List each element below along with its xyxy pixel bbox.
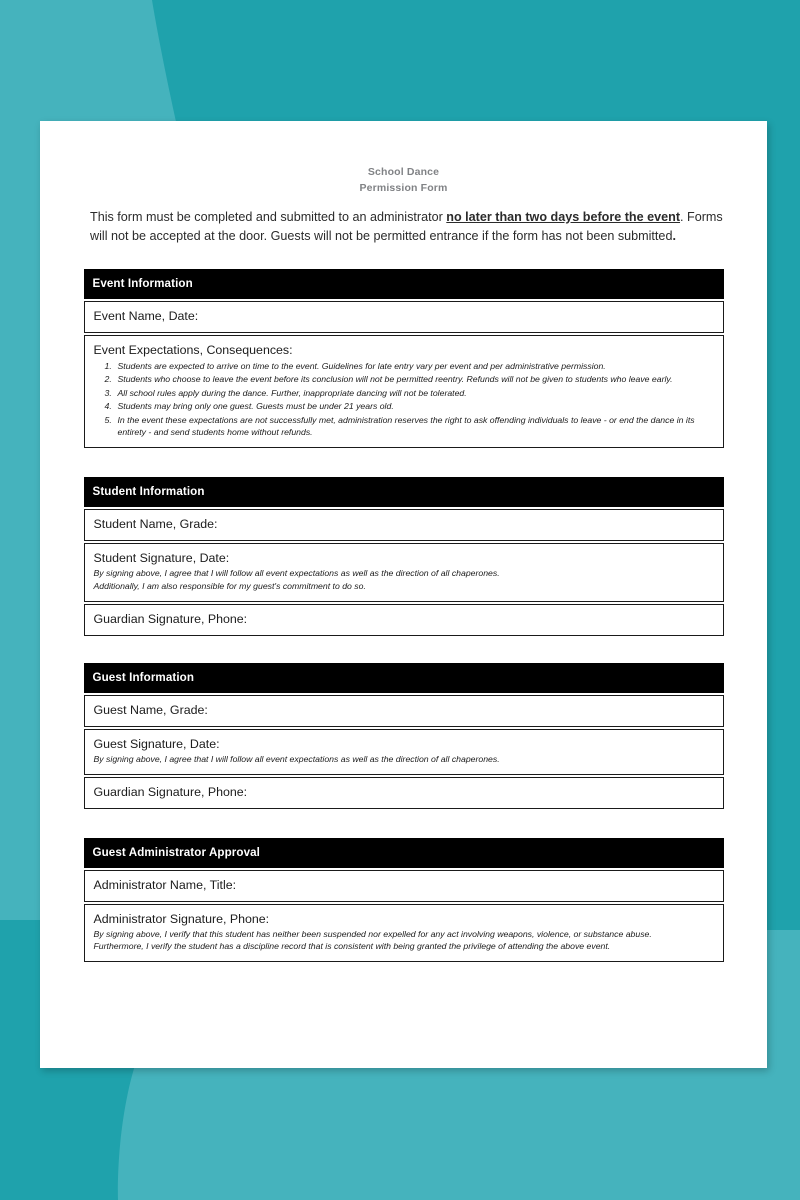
form-row-label: Student Signature, Date: xyxy=(93,551,230,566)
list-item-number: 5. xyxy=(104,414,112,425)
title-line-1: School Dance xyxy=(367,166,440,178)
list-item-text: Students are expected to arrive on time to the event. Guidelines for late entry vary per event and per administrative permission. xyxy=(117,361,606,371)
form-row-guest-signature-date[interactable] xyxy=(84,729,724,775)
form-row-label: Guardian Signature, Phone: xyxy=(93,611,248,626)
section-header-guest-information: Guest Information xyxy=(84,663,724,693)
intro-emphasis: no later than two days before the event xyxy=(446,210,681,224)
form-row-label: Event Name, Date: xyxy=(93,309,199,323)
form-row-note: By signing above, I agree that I will follow all event expectations as well as the direction of all chaperones. xyxy=(93,753,500,764)
form-row-label: Administrator Signature, Phone: xyxy=(93,912,270,927)
form-row-student-guardian-signature-phone[interactable] xyxy=(84,604,724,636)
form-row-label: Guest Signature, Date: xyxy=(93,736,220,751)
expectations-list-item xyxy=(94,414,715,439)
expectations-list-item xyxy=(94,387,715,399)
section-header-student-information: Student Information xyxy=(84,477,724,507)
intro-paragraph xyxy=(90,208,723,245)
document-page xyxy=(40,121,767,1068)
form-row-label: Student Name, Grade: xyxy=(93,517,218,532)
form-row-label: Administrator Name, Title: xyxy=(93,878,237,893)
intro-part-1: This form must be completed and submitted to an administrator xyxy=(90,210,447,224)
section-guest-administrator-approval xyxy=(84,838,724,962)
section-event-information xyxy=(84,269,724,448)
section-student-information xyxy=(84,477,724,635)
form-row-note: Furthermore, I verify the student has a discipline record that is consistent with being granted the privilege of attending the above event. xyxy=(93,941,611,952)
expectations-list-item xyxy=(94,360,715,372)
form-row-note: Additionally, I am also responsible for my guest's commitment to do so. xyxy=(93,580,366,591)
expectations-list-item xyxy=(94,400,715,412)
intro-part-3: . xyxy=(672,228,676,243)
list-item-number: 3. xyxy=(104,387,112,398)
page-title xyxy=(40,121,767,196)
title-line-2: Permission Form xyxy=(359,181,448,194)
section-header-event-information: Event Information xyxy=(84,269,724,299)
form-sections xyxy=(40,269,767,962)
form-row-label: Event Expectations, Consequences: xyxy=(93,343,293,357)
form-row-note: By signing above, I verify that this student has neither been suspended nor expelled for any act involving weapons, violence, or substance abuse. xyxy=(93,929,652,940)
form-row-administrator-signature-phone[interactable] xyxy=(84,904,724,962)
form-row-label: Guest Name, Grade: xyxy=(93,702,208,717)
list-item-text: Students may bring only one guest. Guests must be under 21 years old. xyxy=(117,401,394,412)
section-guest-information xyxy=(84,663,724,809)
form-row-event-expectations[interactable] xyxy=(84,335,724,448)
form-row-student-name-grade[interactable] xyxy=(84,509,724,541)
list-item-number: 4. xyxy=(104,401,112,412)
list-item-number: 2. xyxy=(104,374,112,385)
intro-part-2: . Forms will not be accepted at the door. Guests will not be permitted entrance if the form has not been submitted xyxy=(90,210,723,243)
form-row-guest-guardian-signature-phone[interactable] xyxy=(84,777,724,809)
list-item-text: All school rules apply during the dance. Further, inappropriate dancing will not be tolerated. xyxy=(117,387,467,398)
form-row-label: Guardian Signature, Phone: xyxy=(93,785,248,800)
form-row-administrator-name-title[interactable] xyxy=(84,870,724,902)
form-row-guest-name-grade[interactable] xyxy=(84,695,724,727)
list-item-text: In the event these expectations are not successfully met, administration reserves the right to ask offending individuals to leave - or end the dance in its entirety - and send students home without refunds. xyxy=(117,414,695,438)
expectations-list xyxy=(94,360,715,438)
section-header-guest-administrator-approval: Guest Administrator Approval xyxy=(84,838,724,868)
form-row-note: By signing above, I agree that I will follow all event expectations as well as the direction of all chaperones. xyxy=(93,568,500,579)
expectations-list-item xyxy=(94,373,715,385)
form-row-student-signature-date[interactable] xyxy=(84,543,724,601)
form-row-event-name-date[interactable] xyxy=(84,301,724,333)
list-item-number: 1. xyxy=(104,361,112,371)
list-item-text: Students who choose to leave the event before its conclusion will not be permitted reentry. Refunds will not be given to students who leave early. xyxy=(117,374,673,385)
